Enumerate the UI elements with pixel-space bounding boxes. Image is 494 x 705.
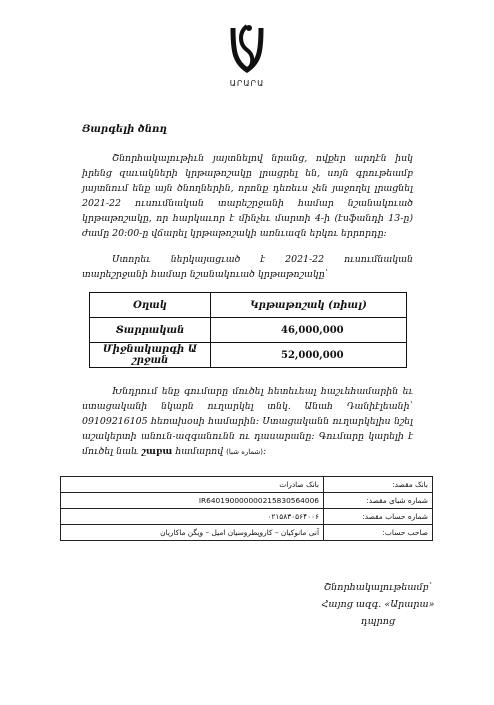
school-logo <box>222 22 272 92</box>
fee-table <box>89 292 407 368</box>
bank-value: بانک صادرات <box>61 477 324 493</box>
bank-value: آنی مانوکیان – کاروپطروسیان امیل – ویگن ماکاریان <box>61 525 324 541</box>
bank-row <box>61 509 433 525</box>
payment-bold-word: շաբա <box>141 446 173 457</box>
fee-table-header <box>90 293 407 318</box>
fee-amount: 46,000,000 <box>211 318 407 343</box>
bank-label: شماره حساب مقصد: <box>324 509 433 525</box>
bank-label: بانک مقصد: <box>324 477 433 493</box>
paragraph-fee-intro: Ստորեւ ներկայացւած է 2021-22 ուսումնական տարեշրջանի համար նշանակուած կրթաթոշակը՝ <box>82 254 413 280</box>
fee-row <box>90 318 407 343</box>
school-logo-icon <box>225 22 269 78</box>
payment-rest: համարով <box>175 446 224 457</box>
bank-row <box>61 525 433 541</box>
fee-header-amount: Կրթաթոշակ (ռիալ) <box>211 293 407 318</box>
payment-text: Խնդրում ենք գումարը մուծել հետեւեալ հաշւեհամարին եւ ստացականի նկարն ուղարկել տնկ. Անահ Դանիէլեանի՝ 09109216105 հեռախօսի համարին: Ստացականն ուղարկելիս նշել աշակերտի անուն-ազգանունն ու դասարանը: Գումարը կարելի է մուծել նաև <box>82 386 413 457</box>
paragraph-intro: Շնորհակալութիւն յայտնելով նրանց, ովքեր արդէն իսկ իրենց զաւակների կրթաթոշակը լրացրել են, սոյն գրութեամբ յայտնում ենք այն ծնողներին, որոնք դեռեւս չեն յաջողել լրացնել 2021-22 ուսումնական տարեշրջանի համար նշանակուած կրթաթոշակը, որ հարկաւոր է մինչեւ մարտի 4-ի (էսֆանդի 13-ը) ժամը 20:00-ը վճարել կրթաթոշակի առնւազն երկու երրորդը: <box>82 153 413 239</box>
bank-row <box>61 493 433 509</box>
bank-row <box>61 477 433 493</box>
paragraph-payment <box>82 384 413 460</box>
greeting: Յարգելի ծնող <box>82 124 167 135</box>
payment-small-note: (شماره شبا) <box>226 448 264 456</box>
fee-row <box>90 343 407 368</box>
signature-line-1: Շնորհակալութեամբ՝ <box>323 582 433 593</box>
signature-block <box>316 579 440 630</box>
bank-label: شماره شبای مقصد: <box>324 493 433 509</box>
bank-label: صاحب حساب: <box>324 525 433 541</box>
signature-line-2: Հայոց ազգ. «Արարա» դպրոց <box>321 599 435 627</box>
fee-header-level: Օղակ <box>90 293 211 318</box>
logo-text: ԱՐԱՐԱ <box>229 79 265 88</box>
fee-level: Միջնակարգի Ա շրջան <box>90 343 211 368</box>
fee-level: Տարրական <box>90 318 211 343</box>
bank-value: IR640190000000215830564006 <box>61 493 324 509</box>
payment-end: : <box>263 446 267 457</box>
fee-amount: 52,000,000 <box>211 343 407 368</box>
bank-table <box>60 476 433 541</box>
bank-value: ۰۲۱۵۸۳۰۵۶۴۰۰۶ <box>61 509 324 525</box>
